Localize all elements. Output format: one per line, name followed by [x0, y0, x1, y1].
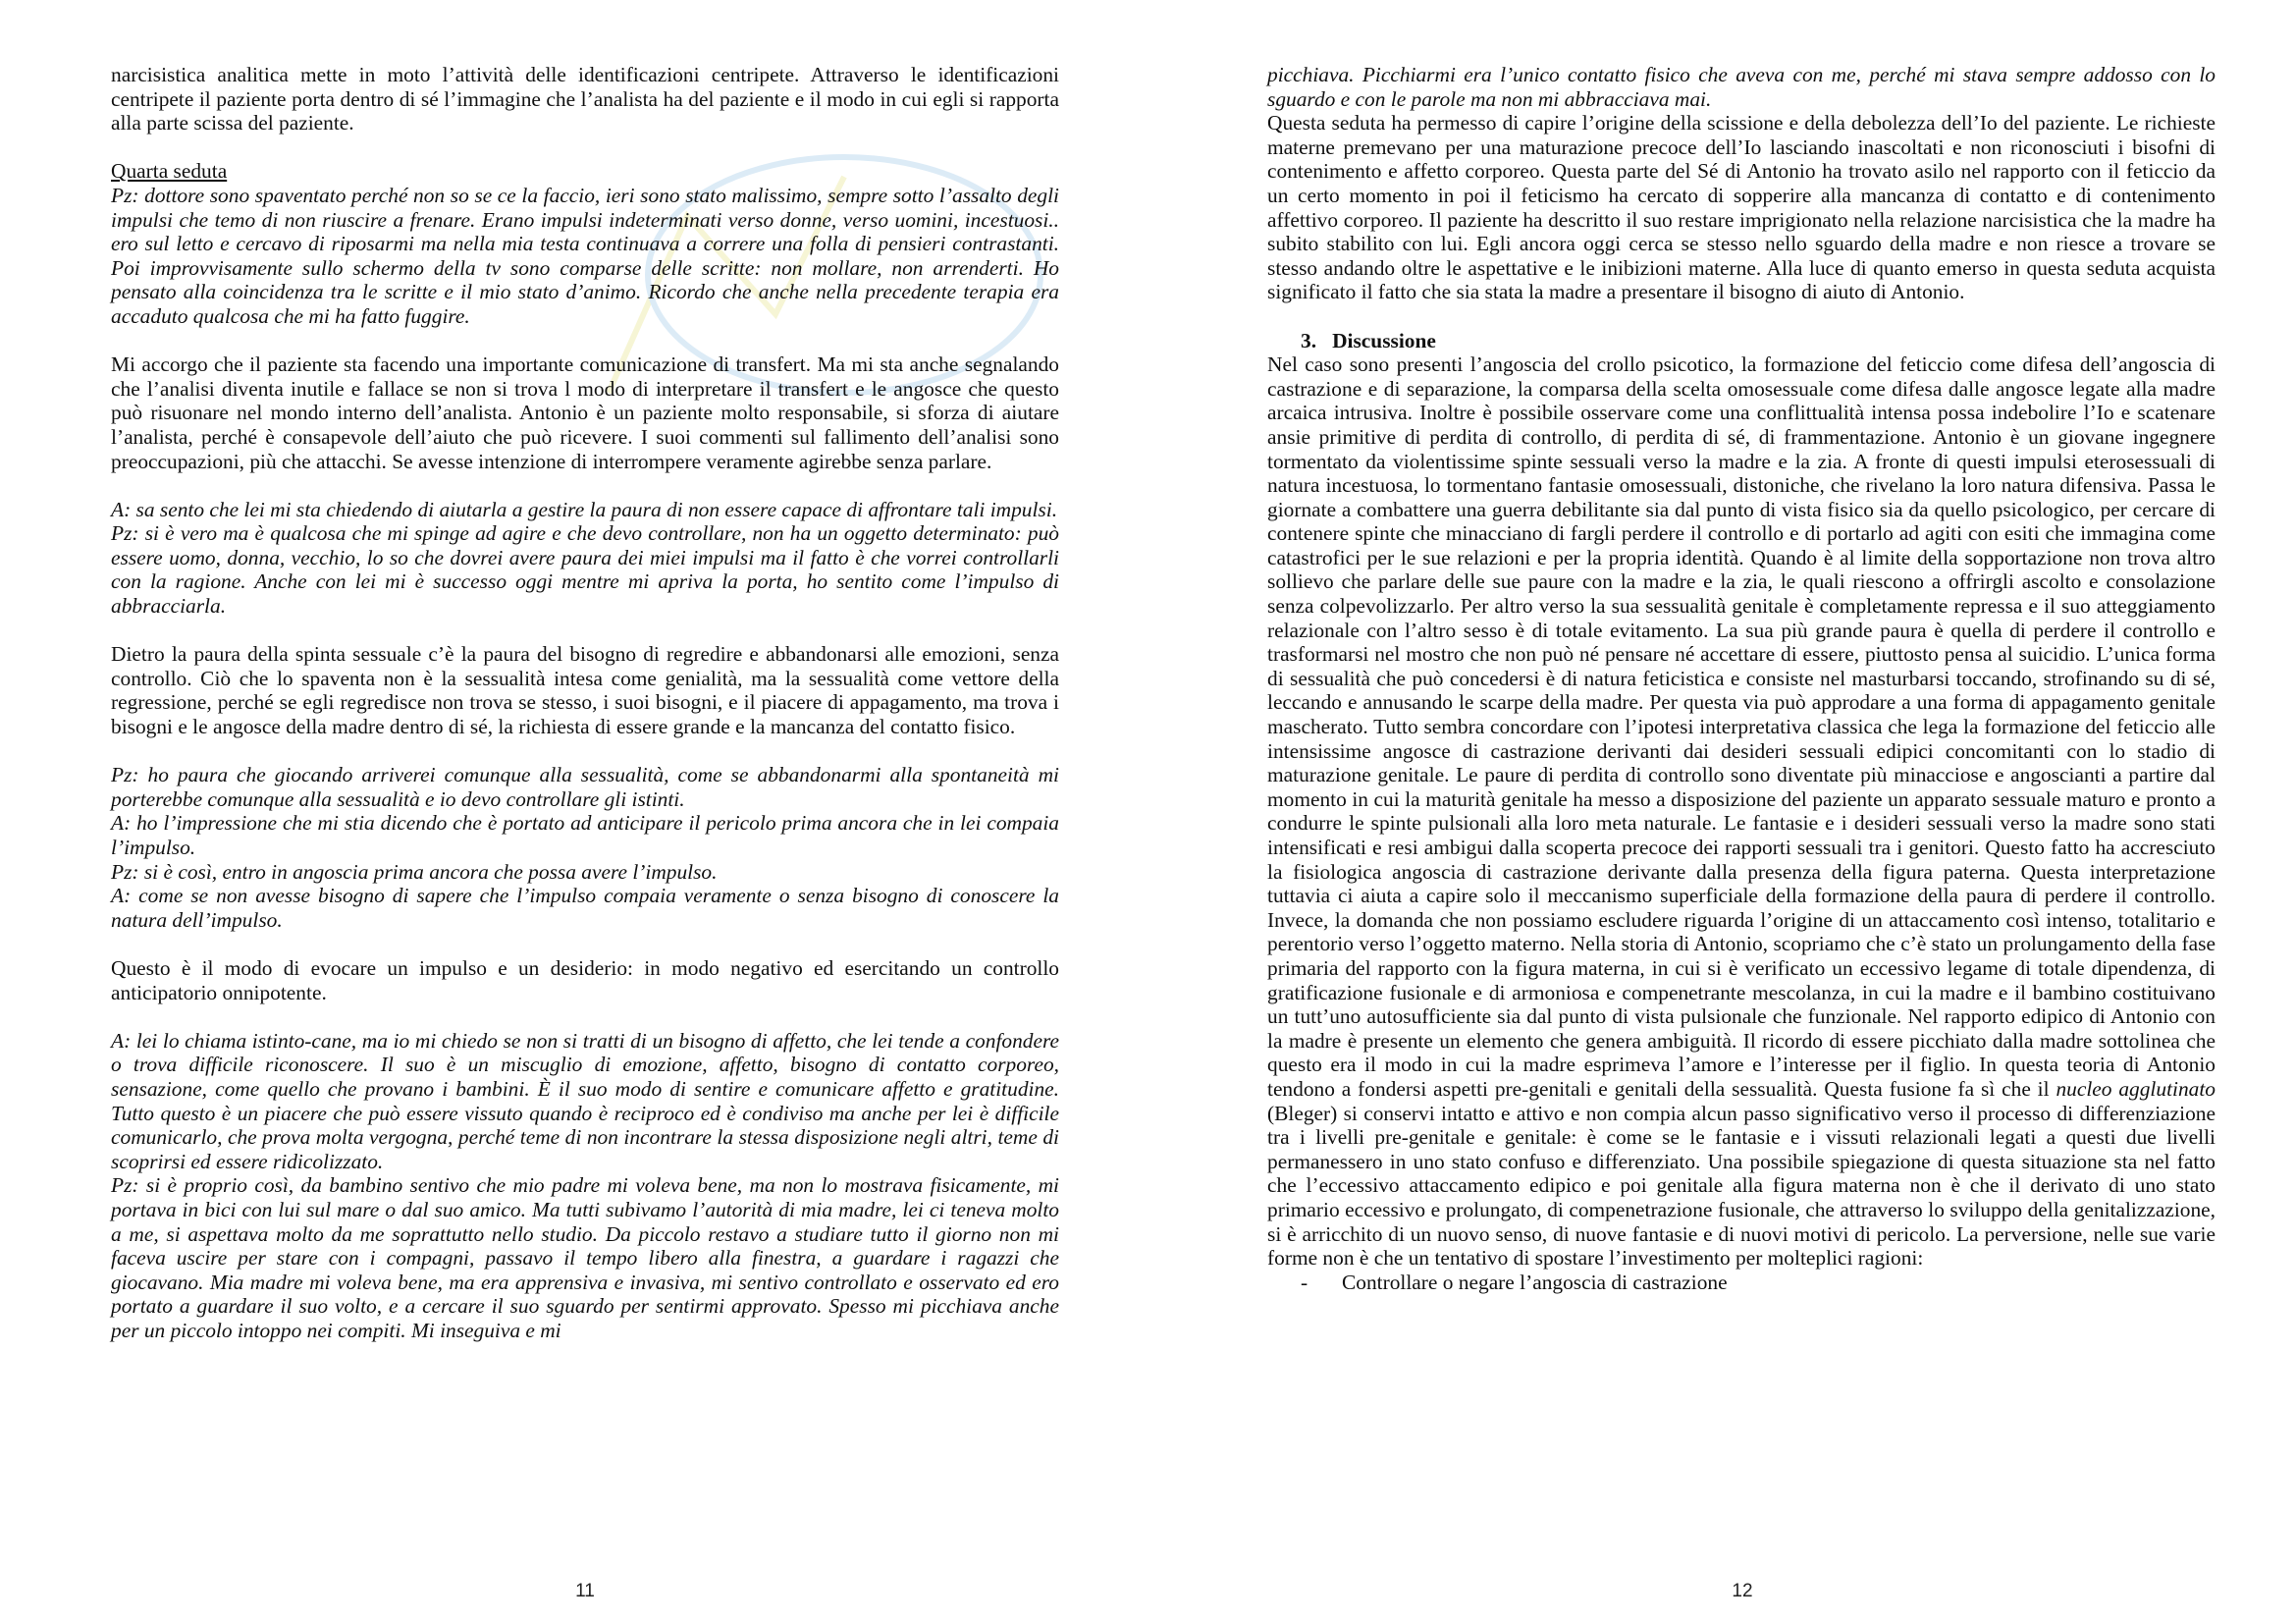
dialogue-analyst: A: sa sento che lei mi sta chiedendo di aiutarla a gestire la paura di non essere capace di affrontare tali impulsi. — [111, 497, 1058, 521]
list-item-text: Controllare o negare l’angoscia di castrazione — [1342, 1270, 1728, 1294]
italic-term: nucleo agglutinato — [2056, 1076, 2216, 1101]
dialogue-patient: Pz: si è così, entro in angoscia prima ancora che possa avere l’impulso. — [111, 859, 718, 884]
dialogue-patient: Pz: si è proprio così, da bambino sentivo che mio padre mi voleva bene, ma non lo mostrava fisicamente, mi portava in bici con lui sul mare o dal suo amico. Ma tutti subivamo l’autorità di mia madre, lei ci teneva molto a me, si aspettava molto da me soprattutto nello studio. Da piccolo restavo a studiare tutto il giorno non mi faceva uscire per stare con i compagni, passavo il tempo libero alla finestra, a guardare i ragazzi che giocavano. Mia madre mi voleva bene, ma era apprensiva e invasiva, mi sentivo controllato e osservato ed ero portato a guardare il suo volto, e a cercare il suo sguardo per sentirmi approvato. Spesso mi picchiava anche per un piccolo intoppo nei compiti. Mi inseguiva e mi — [111, 1173, 1059, 1342]
paragraph: Dietro la paura della spinta sessuale c’è la paura del bisogno di regredire e abbandonarsi alle emozioni, senza controllo. Ciò che lo spaventa non è la sessualità intesa come genialità, ma la sessualità come vettore della regressione, perché se egli regredisce non trova se stesso, i suoi bisogni, e il piacere di appagamento, ma trova i bisogni e le angosce della madre dentro di sé, la richiesta di essere grande e la mancanza del contatto fisico. — [111, 642, 1059, 739]
dialogue-patient-continued: picchiava. Picchiarmi era l’unico contatto fisico che aveva con me, perché mi stava sempre addosso con lo sguardo e con le parole ma non mi abbracciava mai. — [1267, 63, 2216, 111]
paragraph: Questo è il modo di evocare un impulso e un desiderio: in modo negativo ed esercitando un controllo anticipatorio onnipotente. — [111, 955, 1059, 1004]
dialogue-analyst: A: ho l’impressione che mi stia dicendo che è portato ad anticipare il pericolo prima ancora che in lei compaia l’impulso. — [111, 811, 1059, 859]
page-number: 11 — [575, 1581, 595, 1601]
dialogue-patient: Pz: dottore sono spaventato perché non so se ce la faccio, ieri sono stato malissimo, sempre sotto l’assalto degli impulsi che temo di non riuscire a frenare. Erano impulsi indeterminati verso donne, verso uomini, incestuosi.. ero sul letto e cercavo di riposarmi ma nella mia testa continuava a correre una folla di pensieri contrastanti. Poi improvvisamente sullo schermo della tv sono comparse delle scritte: non mollare, non arrenderti. Ho pensato alla coincidenza tra le scritte e il mio stato d’animo. Ricordo che anche nella precedente terapia era accaduto qualcosa che mi ha fatto fuggire. — [111, 183, 1059, 328]
dialogue-analyst: A: lei lo chiama istinto-cane, ma io mi chiedo se non si tratti di un bisogno di affetto, che lei tende a confondere o trova difficile riconoscere. Il suo è un miscuglio di emozione, affetto, bisogno di contatto corporeo, sensazione, come quello che provano i bambini. È il suo modo di sentire e comunicare affetto e gratitudine. Tutto questo è un piacere che può essere vissuto quando è reciproco ed è condiviso ma anche per lei è difficile comunicarlo, che prova molta vergogna, perché teme di non incontrare la stessa disposizione negli altri, teme di scoprirsi ed essere ridicolizzato. — [111, 1028, 1059, 1173]
paragraph: Questa seduta ha permesso di capire l’origine della scissione e della debolezza dell’Io del paziente. Le richieste materne premevano per una maturazione precoce dell’Io lasciando inascoltati e non riconosciuti i bisofni di contenimento e affetto corporeo. Questa parte del Sé di Antonio ha trovato asilo nel rapporto con il feticcio da un certo momento in poi il feticismo ha cercato di sopperire alla mancanza di contatto e di contenimento affettivo corporeo. Il paziente ha descritto il suo restare imprigionato nella relazione narcisistica che la madre ha subito stabilito con lui. Egli ancora oggi cerca se stesso nello sguardo della madre e non riesce a trovare se stesso andando oltre le aspettative e le inibizioni materne. Alla luce di quanto emerso in questa seduta acquista significato il fatto che sia stata la madre a presentare il bisogno di aiuto di Antonio. — [1267, 111, 2216, 304]
right-page-column — [1267, 63, 2216, 1294]
heading-number: 3. — [1301, 328, 1317, 352]
dialogue-patient: Pz: si è vero ma è qualcosa che mi spinge ad agire e che devo controllare, non ha un oggetto determinato: può essere uomo, donna, vecchio, lo so che dovrei avere paura dei miei impulsi ma il fatto è che vorrei controllarli con la ragione. Anche con lei mi è successo oggi mentre mi apriva la porta, ho sentito come l’impulso di abbracciarla. — [111, 521, 1059, 619]
bullet-dash: - — [1301, 1270, 1308, 1294]
paragraph-text: Nel caso sono presenti l’angoscia del crollo psicotico, la formazione del feticcio come difesa dell’angoscia di castrazione e di separazione, la comparsa della scelta omosessuale come difesa dalle angosce legate alla madre arcaica intrusiva. Inoltre è possibile osservare come una conflittualità intensa possa indebolire l’Io e scatenare ansie primitive di perdita di controllo, di perdita di sé, di frammentazione. Antonio è un giovane ingegnere tormentato da violentissime spinte sessuali verso la madre e la zia. A fronte di questi impulsi eterosessuali di natura incestuosa, lo tormentano fantasie omosessuali, distoniche, che rivelano la loro natura difensiva. Passa le giornate a combattere una guerra debilitante sia dal punto di vista fisico sia da quello psicologico, per cercare di contenere spinte che minacciano di fargli perdere il controllo e di portarlo ad agiti con esiti che immagina come catastrofici per le sue relazioni e per la propria identità. Quando è al limite della sopportazione non trova altro sollievo che parlare delle sue paure con la madre e la zia, le quali riescono a offrirgli ascolto e consolazione senza colpevolizzarlo. Per altro verso la sua sessualità genitale è completamente repressa e il suo atteggiamento relazionale con l’altro sesso è di totale evitamento. La sua più grande paura è quella di perdere il controllo e trasformarsi nel mostro che non può né pensare né accettare di essere, piuttosto pensa al suicidio. L’unica forma di sessualità che può concedersi è di natura feticistica e consiste nel masturbarsi toccando, strofinando su di sé, leccando e annusando le scarpe della madre. Per questa via può approdare a una forma di appagamento genitale mascherato. Tutto sembra concordare con l’ipotesi interpretativa classica che lega la formazione del feticcio alle intensissime angosce di castrazione derivanti dai desideri sessuali edipici concomitanti con lo stadio di maturazione genitale. Le paure di perdita di controllo sono diventate più minacciose e angoscianti a partire dal momento in cui la maturità genitale ha messo a disposizione del paziente un apparato sessuale maturo e pronto a condurre le spinte pulsionali alla loro meta naturale. Le fantasie e i desideri sessuali verso la madre sono stati intensificati e resi ambigui dalla scoperta precoce dei rapporti sessuali tra i genitori. Questo fatto ha accresciuto la fisiologica angoscia di castrazione derivante dalla presenza della figura paterna. Questa interpretazione tuttavia ci aiuta a capire solo il meccanismo superficiale della formazione della paura di perdere il controllo. Invece, la domanda che non possiamo escludere riguarda l’origine di un attaccamento così intenso, totalitario e perentorio verso l’oggetto materno. Nella storia di Antonio, scopriamo che c’è stato un prolungamento della fase primaria del rapporto con la figura materna, in cui si è verificato un eccessivo legame di totale dipendenza, di gratificazione fusionale e di armoniosa e compenetrante mescolanza, in cui la madre e il bambino costituivano un tutt’uno autosufficiente sia dal punto di vista pulsionale che funzionale. Nel rapporto edipico di Antonio con la madre è presente un elemento che genera ambiguità. Il ricordo di essere picchiato dalla madre sottolinea che questo era il modo in cui la madre esprimeva l’amore e l’interesse per il figlio. In questa teoria di Antonio tendono a fondersi aspetti pre-genitali e genitali della sessualità. Questa fusione fa sì che il — [1267, 352, 2216, 1101]
heading-title: Discussione — [1332, 328, 1436, 352]
section-heading-discussione — [1267, 329, 2216, 353]
dialogue-patient: Pz: ho paura che giocando arriverei comunque alla sessualità, come se abbandonarmi alla spontaneità mi porterebbe comunque alla sessualità e io devo controllare gli istinti. — [111, 763, 1059, 811]
paragraph: narcisistica analitica mette in moto l’attività delle identificazioni centripete. Attraverso le identificazioni centripete il paziente porta dentro di sé l’immagine che l’analista ha del paziente e il modo in cui egli si rapporta alla parte scissa del paziente. — [111, 63, 1059, 135]
page-number: 12 — [1732, 1581, 1753, 1601]
section-title-quarta-seduta: Quarta seduta — [111, 159, 228, 184]
left-page-column — [111, 63, 1059, 1342]
paragraph: Mi accorgo che il paziente sta facendo una importante comunicazione di transfert. Ma mi sta anche segnalando che l’analisi diventa inutile e fallace se non si trova l modo di interpretare il transfert e le angosce che questo può risuonare nel mondo interno dell’analista. Antonio è un paziente molto responsabile, si sforza di aiutare l’analista, perché è consapevole dell’aiuto che può ricevere. I suoi commenti sul fallimento dell’analisi sono preoccupazioni, più che attacchi. Se avesse intenzione di interrompere veramente agirebbe senza parlare. — [111, 352, 1059, 473]
dialogue-analyst: A: come se non avesse bisogno di sapere che l’impulso compaia veramente o senza bisogno di conoscere la natura dell’impulso. — [111, 884, 1059, 932]
paragraph — [1267, 352, 2216, 1271]
paragraph-text: (Bleger) si conservi intatto e attivo e non compia alcun passo significativo verso il processo di differenziazione tra i livelli pre-genitale e genitale: è come se le fantasie e i vissuti relazionali legati a questi due livelli permanessero in uno stato confuso e differenziato. Una possibile spiegazione di questa situazione sta nel fatto che l’eccessivo attaccamento edipico e poi genitale alla figura materna non è che il derivato di uno stato primario eccessivo e prolungato, di compenetrazione fusionale, che attraverso lo sviluppo della genitalizzazione, si è arricchito di un nuovo senso, di nuove fantasie e di nuovi motivi di pericolo. La perversione, nelle sue varie forme non è che un tentativo di spostare l’investimento per molteplici ragioni: — [1267, 1101, 2216, 1271]
list-item — [1267, 1271, 2216, 1295]
